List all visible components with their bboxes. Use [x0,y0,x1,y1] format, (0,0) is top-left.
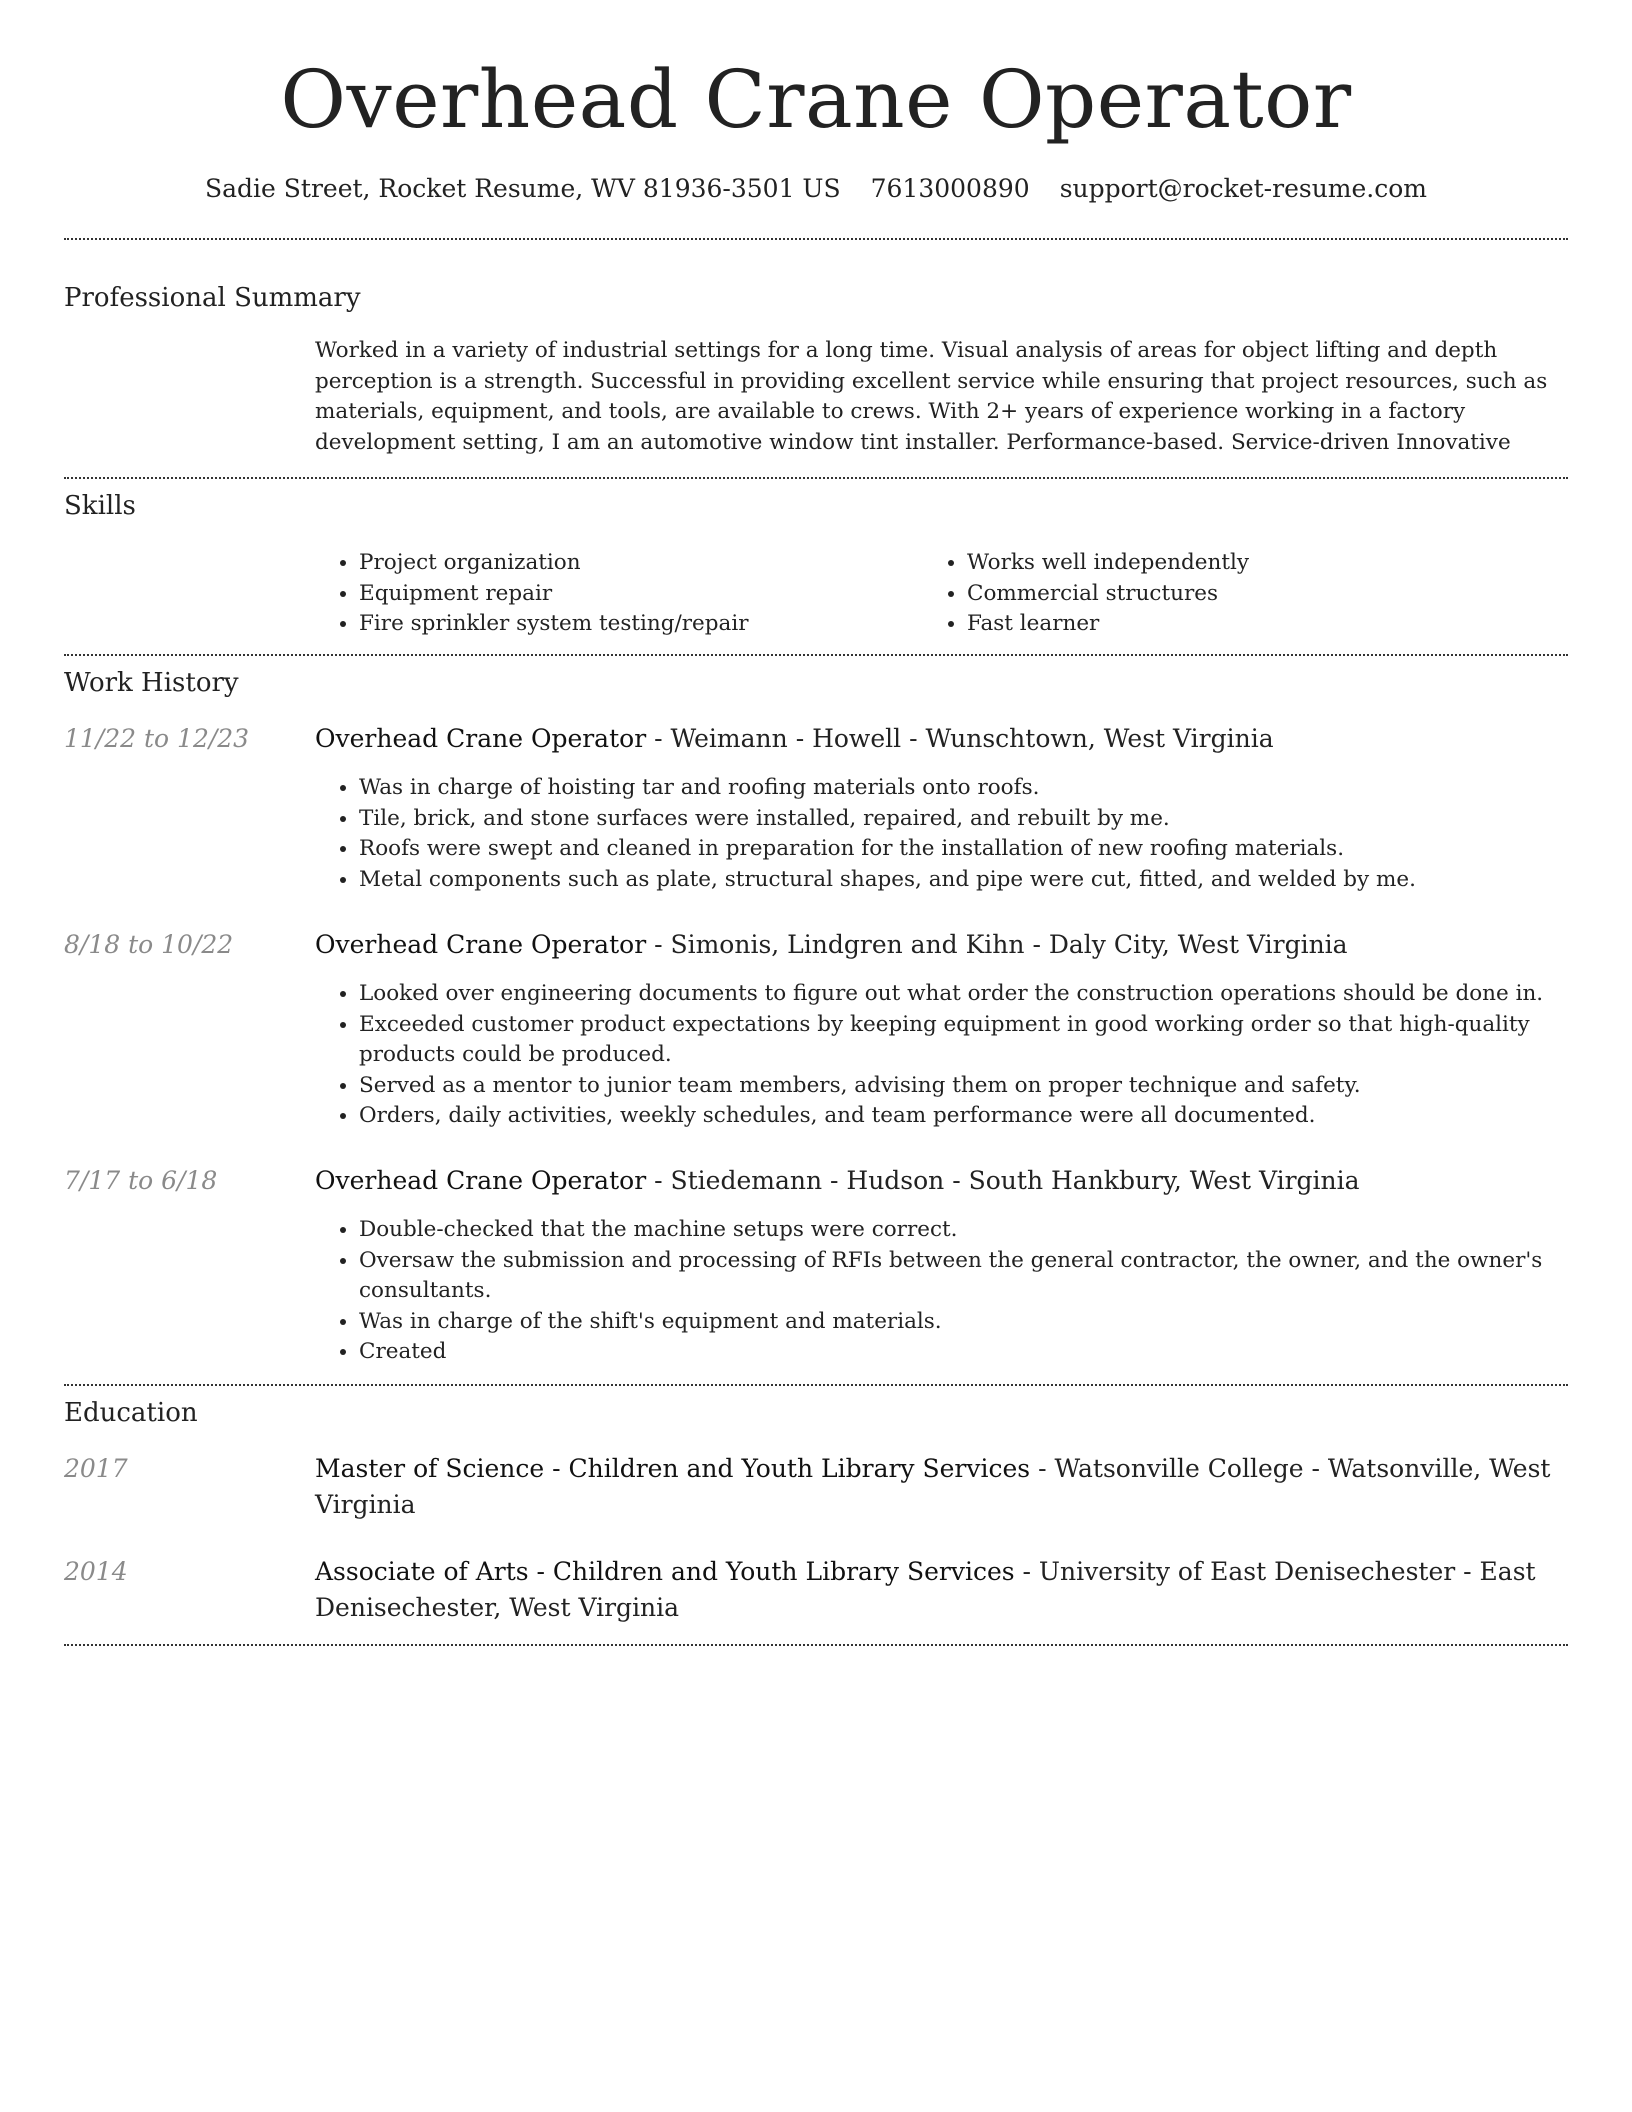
job-bullet: • Roofs were swept and cleaned in preparation for the installation of new roofing materials. [359,834,1570,865]
job-bullets [315,979,1570,1132]
job-bullet: • Tile, brick, and stone surfaces were installed, repaired, and rebuilt by me. [359,804,1570,835]
education-degree: Master of Science - Children and Youth Library Services [315,1454,1031,1483]
skills-right-column [923,548,1563,640]
job-bullet: • Oversaw the submission and processing of RFIs between the general contractor, the owner, and the owner's consultants. [359,1246,1570,1307]
education-school: - Watsonville College - Watsonville, West Virginia [315,1454,1551,1519]
section-divider [64,238,1568,240]
job-bullet: • Metal components such as plate, structural shapes, and pipe were cut, fitted, and welded by me. [359,865,1570,896]
job-bullet: • Exceeded customer product expectations by keeping equipment in good working order so that high-quality products could be produced. [359,1010,1570,1071]
contact-phone: 7613000890 [870,174,1030,203]
section-divider [64,477,1568,479]
job-title: Overhead Crane Operator [315,1166,647,1195]
job-bullet: • Double-checked that the machine setups were correct. [359,1215,1570,1246]
job-title-line [315,1163,1570,1199]
job-title-line [315,927,1570,963]
job-bullet: • Created [359,1337,1570,1368]
contact-line [0,172,1632,206]
work-heading: Work History [64,668,239,698]
summary-text: Worked in a variety of industrial settings for a long time. Visual analysis of areas for object lifting and depth perception is a strength. Successful in providing excellent service while ensuring that project resources, such as materials, equipment, and tools, are available to crews. With 2+ years of experience working in a factory development setting, I am an automotive window tint installer. Performance-based. Service-driven Innovative [315,338,1548,455]
job-title-line [315,721,1570,757]
job-bullet: • Served as a mentor to junior team members, advising them on proper technique and safety. [359,1071,1570,1102]
skills-heading: Skills [64,491,136,521]
skill-item: • Works well independently [967,548,1563,579]
section-divider [64,654,1568,656]
job-title: Overhead Crane Operator [315,724,647,753]
job-title: Overhead Crane Operator [315,930,647,959]
job-bullet: • Orders, daily activities, weekly schedules, and team performance were all documented. [359,1101,1570,1132]
skills-left-column [315,548,915,640]
education-degree: Associate of Arts - Children and Youth Library Services [315,1557,1015,1586]
education-year: 2014 [64,1557,128,1586]
job-bullets [315,1215,1570,1368]
education-entry [315,1451,1570,1523]
job-dates: 7/17 to 6/18 [64,1166,218,1195]
candidate-name: Overhead Crane Operator [280,53,1352,146]
contact-address: Sadie Street, Rocket Resume, WV 81936-3501 US [205,174,841,203]
job-employer: - Weimann - Howell - Wunschtown, West Virginia [646,724,1274,753]
job-bullet: • Was in charge of the shift's equipment and materials. [359,1307,1570,1338]
contact-email: support@rocket-resume.com [1059,174,1427,203]
education-year: 2017 [64,1454,128,1483]
skill-item: • Equipment repair [359,579,915,610]
section-divider [64,1644,1568,1646]
summary-heading: Professional Summary [64,283,361,313]
job-bullets [315,773,1570,895]
job-employer: - Stiedemann - Hudson - South Hankbury, West Virginia [646,1166,1360,1195]
job-bullet: • Looked over engineering documents to figure out what order the construction operations should be done in. [359,979,1570,1010]
section-divider [64,1384,1568,1386]
education-heading: Education [64,1398,198,1428]
education-school: - University of East Denisechester - East Denisechester, West Virginia [315,1557,1536,1622]
job-dates: 8/18 to 10/22 [64,930,234,959]
skill-item: • Fast learner [967,609,1563,640]
job-bullet: • Was in charge of hoisting tar and roofing materials onto roofs. [359,773,1570,804]
skill-item: • Project organization [359,548,915,579]
job-dates: 11/22 to 12/23 [64,724,250,753]
skill-item: • Fire sprinkler system testing/repair [359,609,915,640]
skill-item: • Commercial structures [967,579,1563,610]
job-employer: - Simonis, Lindgren and Kihn - Daly City, West Virginia [646,930,1348,959]
education-entry [315,1554,1570,1626]
